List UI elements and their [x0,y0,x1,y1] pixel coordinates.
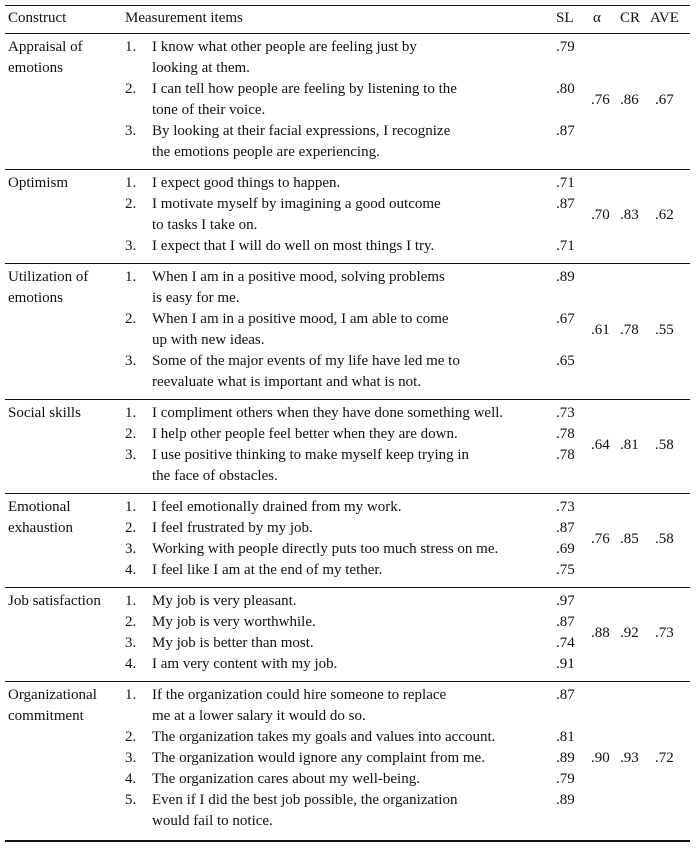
item-text: If the organization could hire someone to replace [152,687,447,703]
sl-value: .80 [556,81,575,97]
group-divider [5,493,690,494]
header-cr: CR [620,10,641,26]
group-divider [5,169,690,170]
sl-value: .89 [556,792,575,808]
construct-name: Optimism [8,175,69,191]
item-number: 1. [125,269,137,285]
item-number: 2. [125,196,137,212]
item-text: Working with people directly puts too much stress on me. [152,541,499,557]
item-number: 1. [125,499,137,515]
item-number: 2. [125,729,137,745]
item-text: reevaluate what is important and what is not. [152,374,422,390]
item-text: the emotions people are experiencing. [152,144,380,160]
construct-name: emotions [8,290,63,306]
header-measurement-items: Measurement items [125,10,243,26]
item-text: By looking at their facial expressions, I recognize [152,123,451,139]
ave-value: .72 [655,750,674,766]
alpha-value: .64 [591,437,610,453]
header-construct: Construct [8,10,67,26]
item-number: 2. [125,311,137,327]
sl-value: .78 [556,447,575,463]
cr-value: .78 [620,322,639,338]
measurement-table [5,5,690,843]
item-text: The organization cares about my well-being. [152,771,420,787]
item-number: 4. [125,771,137,787]
construct-name: Appraisal of [8,39,83,55]
item-text: up with new ideas. [152,332,265,348]
sl-value: .89 [556,750,575,766]
construct-name: Organizational [8,687,97,703]
ave-value: .58 [655,531,674,547]
sl-value: .87 [556,520,575,536]
ave-value: .58 [655,437,674,453]
ave-value: .73 [655,625,674,641]
header-alpha: α [593,10,601,26]
item-text: I feel frustrated by my job. [152,520,313,536]
item-text: The organization takes my goals and values into account. [152,729,496,745]
alpha-value: .76 [591,92,610,108]
sl-value: .69 [556,541,575,557]
alpha-value: .70 [591,207,610,223]
item-text: I can tell how people are feeling by listening to the [152,81,457,97]
item-number: 3. [125,123,137,139]
item-text: I compliment others when they have done something well. [152,405,504,421]
construct-name: Utilization of [8,269,89,285]
sl-value: .67 [556,311,575,327]
item-text: My job is better than most. [152,635,314,651]
cr-value: .86 [620,92,639,108]
top-rule [5,5,690,6]
header-ave: AVE [650,10,679,26]
item-text: My job is very pleasant. [152,593,297,609]
item-number: 1. [125,405,137,421]
alpha-value: .88 [591,625,610,641]
header-rule [5,33,690,34]
group-divider [5,681,690,682]
item-text: I feel emotionally drained from my work. [152,499,402,515]
item-text: me at a lower salary it would do so. [152,708,366,724]
sl-value: .81 [556,729,575,745]
item-number: 4. [125,656,137,672]
item-number: 1. [125,175,137,191]
item-number: 5. [125,792,137,808]
ave-value: .55 [655,322,674,338]
cr-value: .85 [620,531,639,547]
construct-name: exhaustion [8,520,73,536]
item-text: I help other people feel better when they are down. [152,426,458,442]
item-number: 3. [125,353,137,369]
item-text: is easy for me. [152,290,240,306]
sl-value: .78 [556,426,575,442]
ave-value: .62 [655,207,674,223]
item-text: I am very content with my job. [152,656,338,672]
construct-name: emotions [8,60,63,76]
item-text: I motivate myself by imagining a good outcome [152,196,441,212]
item-text: to tasks I take on. [152,217,258,233]
sl-value: .71 [556,238,575,254]
alpha-value: .90 [591,750,610,766]
item-number: 2. [125,426,137,442]
sl-value: .89 [556,269,575,285]
item-text: I use positive thinking to make myself keep trying in [152,447,470,463]
sl-value: .74 [556,635,575,651]
sl-value: .73 [556,405,575,421]
sl-value: .79 [556,771,575,787]
item-text: I know what other people are feeling just by [152,39,417,55]
sl-value: .97 [556,593,575,609]
item-text: When I am in a positive mood, solving problems [152,269,445,285]
header-sl: SL [556,10,574,26]
sl-value: .65 [556,353,575,369]
item-number: 3. [125,750,137,766]
sl-value: .91 [556,656,575,672]
cr-value: .83 [620,207,639,223]
sl-value: .87 [556,123,575,139]
cr-value: .93 [620,750,639,766]
item-text: I feel like I am at the end of my tether. [152,562,383,578]
alpha-value: .76 [591,531,610,547]
sl-value: .87 [556,687,575,703]
item-number: 3. [125,541,137,557]
group-divider [5,587,690,588]
item-text: the face of obstacles. [152,468,278,484]
item-number: 2. [125,614,137,630]
item-text: My job is very worthwhile. [152,614,316,630]
item-number: 3. [125,635,137,651]
sl-value: .73 [556,499,575,515]
item-number: 3. [125,238,137,254]
item-text: Even if I did the best job possible, the organization [152,792,458,808]
item-text: Some of the major events of my life have led me to [152,353,460,369]
sl-value: .75 [556,562,575,578]
group-divider [5,263,690,264]
item-text: I expect good things to happen. [152,175,341,191]
construct-name: commitment [8,708,84,724]
cr-value: .92 [620,625,639,641]
alpha-value: .61 [591,322,610,338]
ave-value: .67 [655,92,674,108]
item-text: When I am in a positive mood, I am able to come [152,311,449,327]
sl-value: .87 [556,196,575,212]
item-number: 1. [125,593,137,609]
item-text: The organization would ignore any complaint from me. [152,750,485,766]
item-text: tone of their voice. [152,102,266,118]
group-divider [5,399,690,400]
construct-name: Social skills [8,405,81,421]
sl-value: .87 [556,614,575,630]
cr-value: .81 [620,437,639,453]
bottom-rule [5,840,690,842]
item-number: 1. [125,687,137,703]
sl-value: .79 [556,39,575,55]
construct-name: Emotional [8,499,71,515]
item-number: 2. [125,520,137,536]
item-number: 2. [125,81,137,97]
construct-name: Job satisfaction [8,593,101,609]
item-number: 1. [125,39,137,55]
sl-value: .71 [556,175,575,191]
item-text: looking at them. [152,60,250,76]
item-text: would fail to notice. [152,813,273,829]
item-text: I expect that I will do well on most things I try. [152,238,435,254]
item-number: 3. [125,447,137,463]
item-number: 4. [125,562,137,578]
